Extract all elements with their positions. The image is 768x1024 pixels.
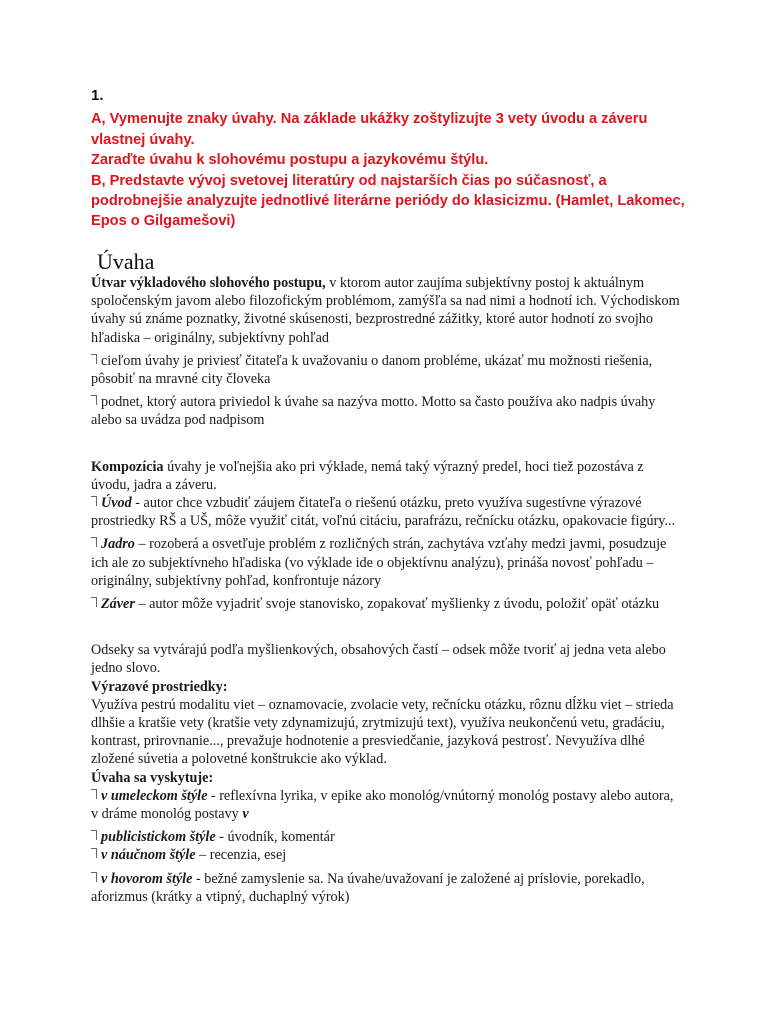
task-b: B, Predstavte vývoj svetovej literatúry od najstarších čias po súčasnosť, a podrobnejšie analyzujte jednotlivé literárne periódy do klasicizmu. (Hamlet, Lakomec, Epos o Gilgamešovi) <box>91 172 685 230</box>
bullet-box-icon <box>91 395 97 405</box>
vyrazove-heading: Výrazové prostriedky: <box>91 678 228 695</box>
task-number: 1. <box>91 87 104 104</box>
komp-zaver <box>91 595 683 613</box>
vyskyt-text: - úvodník, komentár <box>215 829 335 846</box>
intro-text: v ktorom autor zaujíma subjektívny postoj k aktuálnym spoločenským javom alebo filozofickým problémom, zamýšľa sa nad nimi a hodnotí ich. Východiskom úvahy sú známe poznatky, životné skúsenosti, bezprostredné zážitky, ktoré autor hodnotí zo svojho hľadiska – originálny, subjektívny pohľad <box>91 275 680 346</box>
task-a: A, Vymenujte znaky úvahy. Na základe ukážky zoštylizujte 3 vety úvodu a záveru vlastnej úvahy. <box>91 111 648 148</box>
komp-jadro <box>91 535 683 590</box>
kompozicia-bold: Kompozícia <box>91 458 164 475</box>
vyskyt-term: v náučnom štýle <box>101 847 196 864</box>
vyskyt-text: – recenzia, esej <box>195 847 287 864</box>
vyskyt-term: v umeleckom štýle <box>101 787 208 804</box>
vyskyt-term: v hovorom štýle <box>101 870 193 887</box>
bullet-box-icon <box>91 848 97 858</box>
komp-text: – rozoberá a osvetľuje problém z rozličných strán, zachytáva vzťahy medzi javmi, posudzuje ich ale zo subjektívneho hľadiska (vo výklade ide o objektívnu analýzu), prináša novosť pohľadu – originálny, subjektívny pohľad, konfrontuje názory <box>91 536 667 589</box>
vyskyt-naucny <box>91 846 683 864</box>
bullet-box-icon <box>91 789 97 799</box>
intro-paragraph <box>91 274 683 347</box>
komp-text: – autor môže vyjadriť svoje stanovisko, zopakovať myšlienky z úvodu, položiť opäť otázku <box>134 596 660 613</box>
vyskyt-publicisticky <box>91 828 683 846</box>
bullet-box-icon <box>91 496 97 506</box>
odseky-paragraph: Odseky sa vytvárajú podľa myšlienkových, obsahových častí – odsek môže tvoriť aj jedna veta alebo jedno slovo. <box>91 642 666 677</box>
bullet-box-icon <box>91 872 97 882</box>
bullet-box-icon <box>91 537 97 547</box>
vyskyt-tail: v <box>242 806 249 823</box>
vyskyt-term: publicistickom štýle <box>101 829 216 846</box>
bullet-motto <box>91 393 683 429</box>
vyskyt-text: - bežné zamyslenie sa. Na úvahe/uvažovaní je založené aj príslovie, porekadlo, aforizmus (krátky a vtipný, duchaplný výrok) <box>91 870 645 905</box>
komp-term: Úvod <box>101 495 132 512</box>
komp-text: - autor chce vzbudiť záujem čitateľa o riešenú otázku, preto využíva sugestívne výrazové prostriedky RŠ a UŠ, môže využiť citát, voľnú citáciu, parafrázu, rečnícku otázku, opakovacie figúry... <box>91 495 676 530</box>
document-body <box>91 274 683 906</box>
task-zaradte: Zaraďte úvahu k slohovému postupu a jazykovému štýlu. <box>91 152 489 169</box>
komp-uvod <box>91 494 683 530</box>
komp-term: Jadro <box>101 536 135 553</box>
bullet-text: podnet, ktorý autora priviedol k úvahe sa nazýva motto. Motto sa často používa ako nadpis úvahy alebo sa uvádza pod nadpisom <box>91 394 656 429</box>
bullet-box-icon <box>91 597 97 607</box>
vyskyt-umelecky <box>91 787 683 823</box>
vyskyt-hovorovy <box>91 870 683 906</box>
komp-term: Záver <box>101 596 135 613</box>
vyrazove-text: Využíva pestrú modalitu viet – oznamovacie, zvolacie vety, rečnícku otázku, rôznu dĺžku viet – strieda dlhšie a kratšie vety (kratšie vety zdynamizujú, zrytmizujú text), využíva neukončenú vetu, gradáciu, kontrast, prirovnanie..., prevažuje hodnotenie a presviedčanie, jazyková pestrosť. Nevyužíva dlhé zložené súvetia a polovetné konštrukcie ako výklad. <box>91 696 674 768</box>
bullet-text: cieľom úvahy je priviesť čitateľa k uvažovaniu o danom probléme, ukázať mu možnosti riešenia, pôsobiť na mravné city človeka <box>91 352 653 388</box>
vyskyt-text: - reflexívna lyrika, v epike ako monológ/vnútorný monológ postavy alebo autora, v dráme monológ postavy <box>91 787 674 823</box>
kompozicia-paragraph <box>91 458 683 494</box>
kompozicia-text: úvahy je voľnejšia ako pri výklade, nemá taký výrazný predel, hoci tiež pozostáva z úvodu, jadra a záveru. <box>91 458 644 493</box>
bullet-box-icon <box>91 830 97 840</box>
bullet-box-icon <box>91 354 97 364</box>
intro-bold: Útvar výkladového slohového postupu, <box>91 275 326 291</box>
vyskyt-heading: Úvaha sa vyskytuje: <box>91 769 214 786</box>
assignment-block <box>91 86 691 232</box>
section-heading: Úvaha <box>97 249 155 274</box>
bullet-ciel <box>91 352 683 388</box>
